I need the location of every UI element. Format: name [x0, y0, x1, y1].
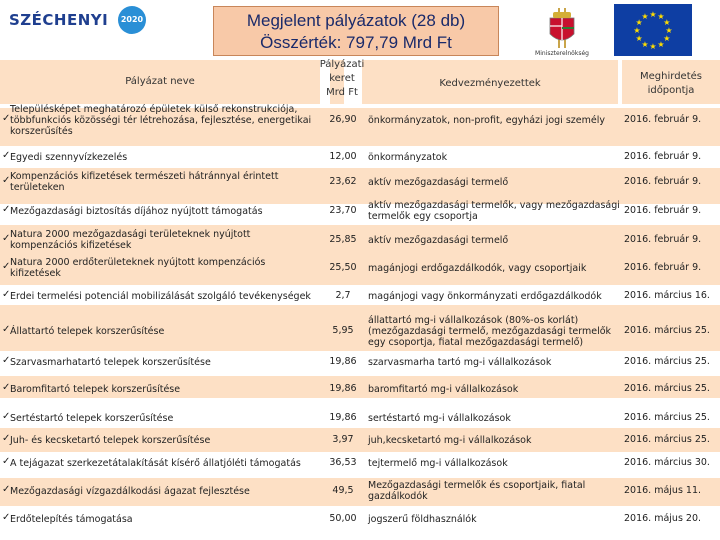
- program-name: [10, 152, 328, 163]
- announcement-date: 2016. február 9.: [624, 205, 702, 216]
- beneficiaries: [368, 413, 622, 424]
- header-name: Pályázat neve: [125, 76, 195, 87]
- beneficiaries-line: (mezőgazdasági termelő, mezőgazdasági termelők: [368, 325, 612, 337]
- announcement-date: 2016. május 20.: [624, 513, 702, 524]
- beneficiaries-line: baromfitartó mg-i vállalkozások: [368, 383, 519, 395]
- header-amount-line: Pályázati: [319, 59, 365, 70]
- program-name-line: kifizetések: [10, 268, 61, 279]
- check-icon: ✓: [2, 382, 11, 393]
- program-name-line: Mezőgazdasági vízgazdálkodási ágazat fejlesztése: [10, 485, 250, 497]
- check-icon: ✓: [2, 289, 11, 300]
- eu-star-icon: ★: [633, 26, 641, 35]
- beneficiaries-line: magánjogi erdőgazdálkodók, vagy csoportjaik: [368, 262, 587, 274]
- program-name: [10, 413, 328, 424]
- program-name-line: A tejágazat szerkezetátalakítását kísérő állatjóléti támogatás: [10, 457, 301, 469]
- announcement-date: 2016. március 25.: [624, 434, 710, 445]
- beneficiaries-line: egy csoportja, fiatal mezőgazdasági termelő): [368, 336, 584, 348]
- title-box: [213, 6, 499, 56]
- title-line-1: Megjelent pályázatok (28 db): [246, 11, 466, 30]
- beneficiaries: [368, 357, 622, 368]
- amount: 19,86: [329, 412, 357, 423]
- beneficiaries-line: aktív mezőgazdasági termelő: [368, 234, 509, 246]
- beneficiaries: [368, 435, 622, 446]
- beneficiaries-line: önkormányzatok: [368, 151, 448, 163]
- check-icon: ✓: [2, 411, 11, 422]
- amount: 19,86: [329, 383, 357, 394]
- header-beneficiaries: Kedvezményezettek: [439, 78, 541, 89]
- ministry-name: Miniszterelnökség: [535, 50, 589, 57]
- program-name: [10, 104, 328, 137]
- beneficiaries-line: Mezőgazdasági termelők és csoportjaik, fiatal: [368, 480, 586, 491]
- program-name-line: Juh- és kecsketartó telepek korszerűsítése: [10, 434, 211, 446]
- announcement-date: 2016. március 30.: [624, 457, 710, 468]
- beneficiaries-line: aktív mezőgazdasági termelők, vagy mezőgazdasági: [368, 200, 620, 211]
- beneficiaries: [368, 458, 622, 469]
- program-name-line: többfunkciós közösségi tér létrehozása, fejlesztése, energetikai: [10, 114, 312, 126]
- eu-star-icon: ★: [657, 12, 665, 22]
- program-name-line: Állattartó telepek korszerűsítése: [10, 325, 165, 337]
- check-icon: ✓: [2, 204, 11, 215]
- beneficiaries-line: önkormányzatok, non-profit, egyházi jogi személy: [368, 114, 605, 126]
- program-name: [10, 514, 328, 525]
- eu-flag-icon: [614, 4, 692, 56]
- header-amount-line: keret: [329, 73, 355, 84]
- beneficiaries: [368, 291, 622, 302]
- announcement-date: 2016. február 9.: [624, 176, 702, 187]
- program-name-line: Szarvasmarhatartó telepek korszerűsítése: [10, 356, 211, 368]
- title-line-2: Összérték: 797,79 Mrd Ft: [260, 33, 452, 52]
- program-name: [10, 384, 328, 395]
- announcement-date: 2016. február 9.: [624, 114, 702, 125]
- program-name: [10, 357, 328, 368]
- check-icon: ✓: [2, 433, 11, 444]
- beneficiaries: [368, 384, 622, 395]
- eu-star-icon: ★: [663, 34, 671, 43]
- program-name-line: Natura 2000 mezőgazdasági területeknek nyújtott: [10, 229, 251, 240]
- program-name-line: Erdei termelési potenciál mobilizálását szolgáló tevékenységek: [10, 290, 311, 302]
- beneficiaries-line: termelők egy csoportja: [368, 211, 478, 222]
- beneficiaries: [368, 315, 622, 348]
- szechenyi-logo-text: SZÉCHENYI: [9, 11, 109, 29]
- check-icon: ✓: [2, 175, 11, 186]
- check-icon: ✓: [2, 484, 11, 495]
- amount: 19,86: [329, 356, 357, 367]
- announcement-date: 2016. március 25.: [624, 356, 710, 367]
- header-date: [622, 70, 720, 98]
- amount: 23,62: [329, 176, 357, 187]
- eu-star-icon: ★: [657, 39, 665, 49]
- szechenyi-2020-logo: [6, 6, 144, 34]
- crest-icon: [522, 6, 602, 50]
- check-icon: ✓: [2, 150, 11, 161]
- eu-star-icon: ★: [635, 18, 643, 27]
- beneficiaries: [368, 263, 622, 274]
- amount: 2,7: [335, 290, 351, 301]
- amount: 23,70: [329, 205, 357, 216]
- check-icon: ✓: [2, 324, 11, 335]
- amount: 12,00: [329, 151, 357, 162]
- program-name: [10, 229, 328, 251]
- announcement-date: 2016. február 9.: [624, 151, 702, 162]
- amount: 25,50: [329, 262, 357, 273]
- program-name-line: Egyedi szennyvízkezelés: [10, 151, 128, 163]
- announcement-date: 2016. március 25.: [624, 412, 710, 423]
- beneficiaries: [368, 200, 622, 222]
- header-date-line: időpontja: [647, 85, 695, 96]
- program-name-line: Natura 2000 erdőterületeknek nyújtott kompenzációs: [10, 257, 266, 268]
- beneficiaries-line: aktív mezőgazdasági termelő: [368, 176, 509, 188]
- header-amount: [318, 58, 366, 100]
- program-name-line: Kompenzációs kifizetések természeti hátránnyal érintett: [10, 171, 279, 182]
- beneficiaries: [368, 152, 622, 163]
- amount: 36,53: [329, 457, 357, 468]
- program-name-line: Baromfitartó telepek korszerűsítése: [10, 383, 181, 395]
- beneficiaries: [368, 235, 622, 246]
- eu-star-icon: ★: [663, 18, 671, 27]
- check-icon: ✓: [2, 261, 11, 272]
- beneficiaries: [368, 480, 622, 502]
- announcement-date: 2016. február 9.: [624, 234, 702, 245]
- header-date-line: Meghirdetés: [640, 71, 702, 82]
- szechenyi-2020-badge: 2020: [118, 6, 146, 34]
- beneficiaries-line: juh,kecsketartó mg-i vállalkozások: [368, 434, 532, 446]
- eu-star-icon: ★: [641, 12, 649, 22]
- eu-star-icon: ★: [649, 10, 657, 19]
- check-icon: ✓: [2, 512, 11, 523]
- eu-star-icon: ★: [649, 42, 657, 51]
- beneficiaries-line: szarvasmarha tartó mg-i vállalkozások: [368, 356, 552, 368]
- amount: 26,90: [329, 114, 357, 125]
- program-name: [10, 171, 328, 193]
- program-name-line: területeken: [10, 182, 65, 193]
- program-name-line: Erdőtelepítés támogatása: [10, 513, 133, 525]
- amount: 3,97: [332, 434, 354, 445]
- announcement-date: 2016. március 25.: [624, 383, 710, 394]
- beneficiaries-line: tejtermelő mg-i vállalkozások: [368, 457, 508, 469]
- program-name-line: Sertéstartó telepek korszerűsítése: [10, 412, 174, 424]
- announcement-date: 2016. március 16.: [624, 290, 710, 301]
- check-icon: ✓: [2, 355, 11, 366]
- eu-star-icon: ★: [641, 39, 649, 49]
- header-amount-line: Mrd Ft: [326, 87, 358, 98]
- amount: 50,00: [329, 513, 357, 524]
- program-name: [10, 326, 328, 337]
- program-name-line: Településképet meghatározó épületek külső rekonstrukciója,: [10, 103, 298, 115]
- program-name: [10, 435, 328, 446]
- beneficiaries-line: gazdálkodók: [368, 491, 428, 502]
- program-name-line: Mezőgazdasági biztosítás díjához nyújtott támogatás: [10, 205, 263, 217]
- beneficiaries-line: jogszerű földhasználók: [368, 513, 477, 525]
- check-icon: ✓: [2, 233, 11, 244]
- beneficiaries: [368, 115, 622, 126]
- beneficiaries-line: sertéstartó mg-i vállalkozások: [368, 412, 511, 424]
- program-name-line: korszerűsítés: [10, 125, 73, 137]
- hungarian-crest-logo: [522, 6, 602, 62]
- amount: 49,5: [332, 485, 354, 496]
- amount: 25,85: [329, 234, 357, 245]
- eu-star-icon: ★: [635, 34, 643, 43]
- program-name: [10, 458, 328, 469]
- program-name: [10, 257, 328, 279]
- announcement-date: 2016. március 25.: [624, 325, 710, 336]
- announcement-date: 2016. május 11.: [624, 485, 702, 496]
- beneficiaries-line: állattartó mg-i vállalkozások (80%-os korlát): [368, 314, 579, 326]
- check-icon: ✓: [2, 113, 11, 124]
- program-name: [10, 206, 328, 217]
- beneficiaries: [368, 514, 622, 525]
- program-name: [10, 291, 328, 302]
- program-name-line: kompenzációs kifizetések: [10, 240, 132, 251]
- program-name: [10, 486, 328, 497]
- eu-star-icon: ★: [665, 26, 673, 35]
- check-icon: ✓: [2, 456, 11, 467]
- amount: 5,95: [332, 325, 354, 336]
- beneficiaries: [368, 177, 622, 188]
- beneficiaries-line: magánjogi vagy önkormányzati erdőgazdálkodók: [368, 290, 602, 302]
- announcement-date: 2016. február 9.: [624, 262, 702, 273]
